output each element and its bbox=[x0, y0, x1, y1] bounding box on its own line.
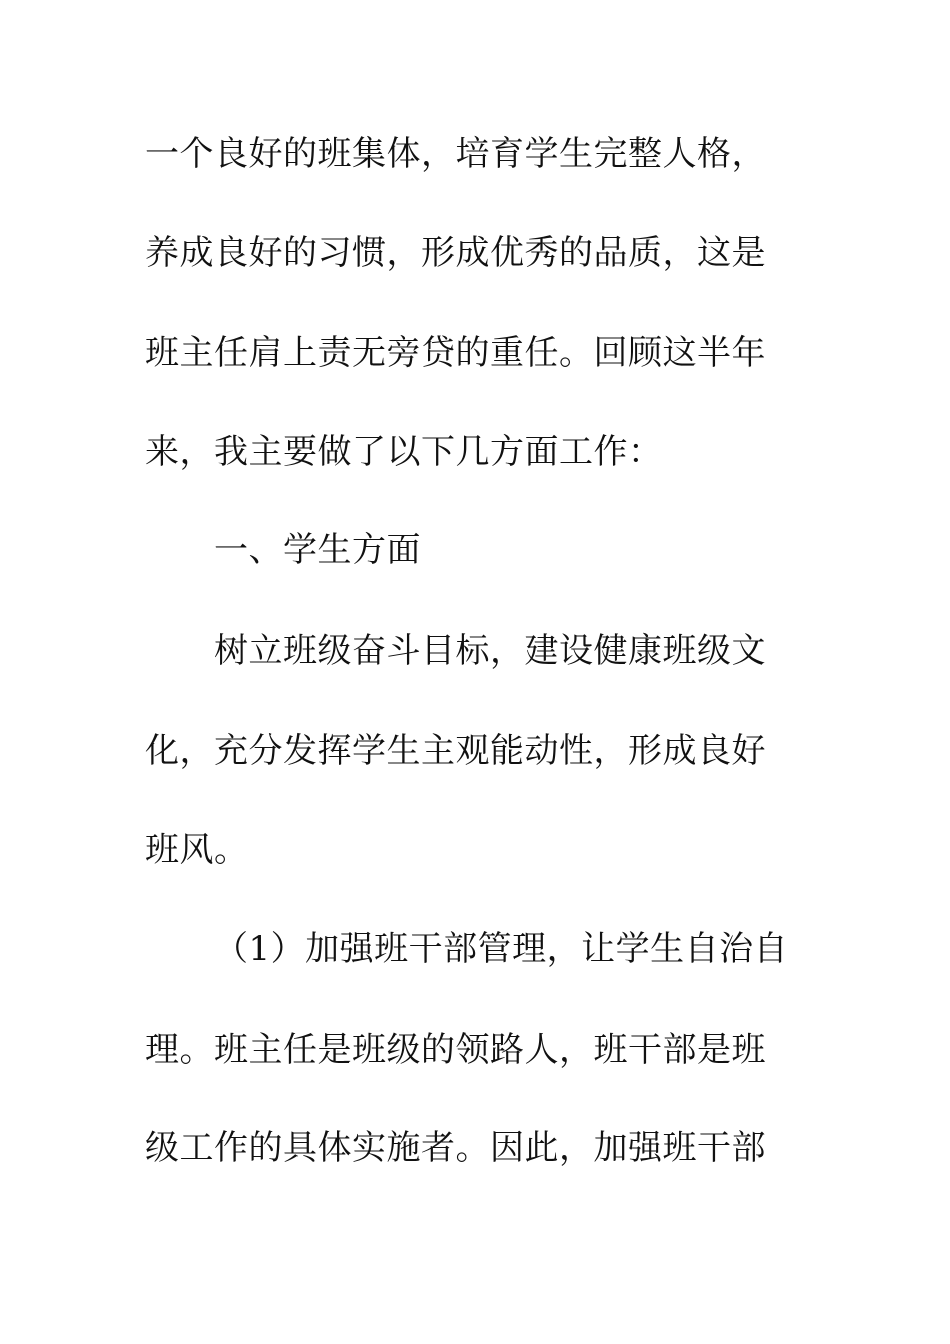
section-heading: 一、学生方面 bbox=[214, 530, 421, 570]
body-text-line: 化，充分发挥学生主观能动性，形成良好 bbox=[145, 731, 766, 771]
body-text-line: 理。班主任是班级的领路人，班干部是班 bbox=[145, 1030, 766, 1070]
body-text-line: 班风。 bbox=[145, 830, 249, 870]
body-text-line: 班主任肩上责无旁贷的重任。回顾这半年 bbox=[145, 333, 766, 373]
body-text-line: 级工作的具体实施者。因此，加强班干部 bbox=[145, 1128, 766, 1168]
body-text-line: 一个良好的班集体，培育学生完整人格， bbox=[145, 134, 766, 174]
body-text-line: 树立班级奋斗目标，建设健康班级文 bbox=[214, 631, 766, 671]
body-text-line: 来，我主要做了以下几方面工作： bbox=[145, 432, 663, 472]
body-text-line: （1）加强班干部管理，让学生自治自 bbox=[214, 929, 789, 969]
body-text-line: 养成良好的习惯，形成优秀的品质，这是 bbox=[145, 233, 766, 273]
